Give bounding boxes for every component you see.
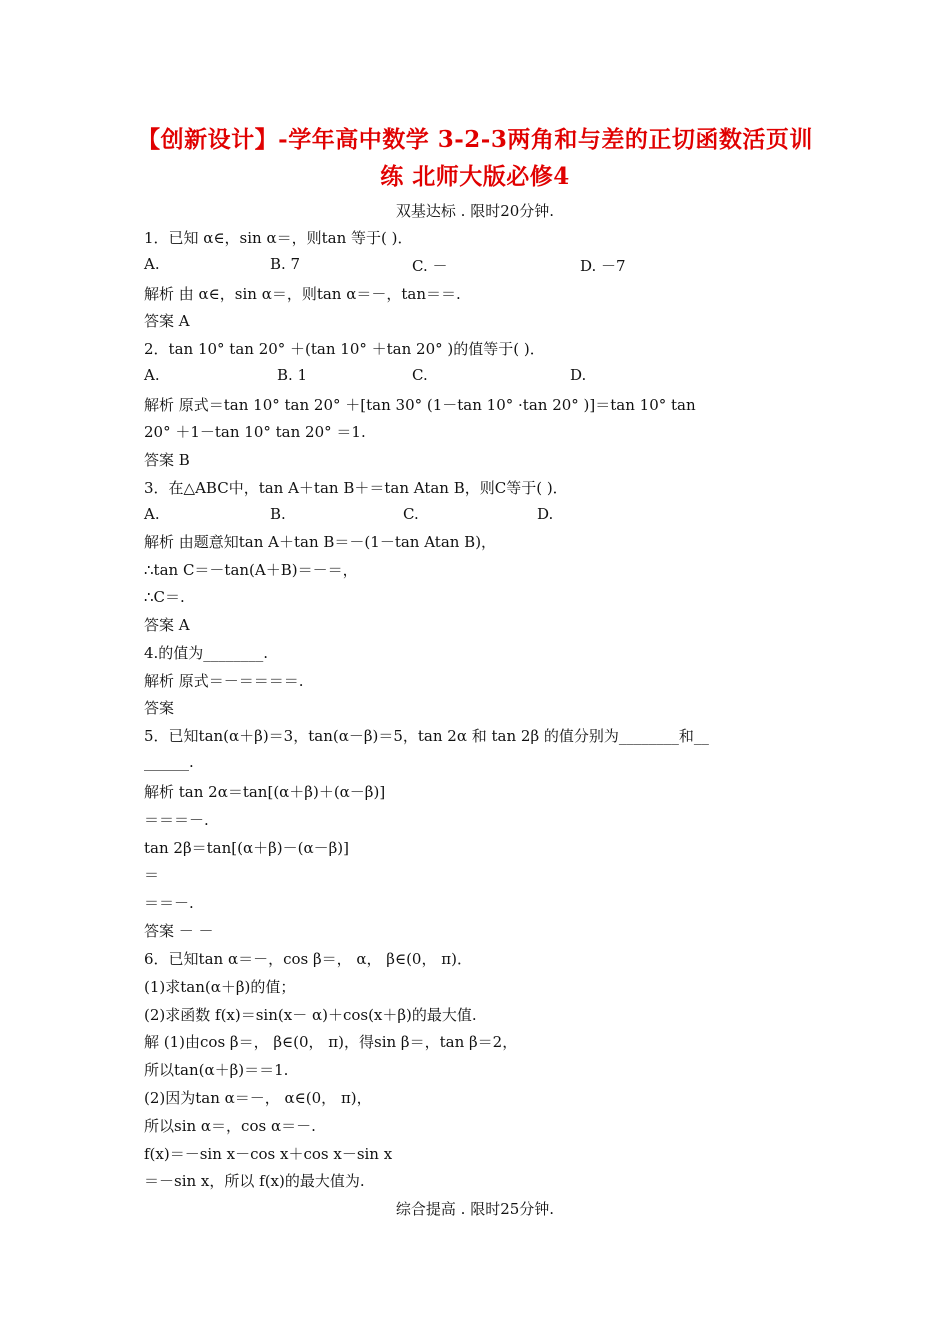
q6-solution-line-2: 所以tan(α＋β)＝＝1. [144,1061,289,1079]
q5-analysis-line-2: ＝＝＝－. [144,811,209,829]
q6-part-1: (1)求tan(α＋β)的值； [144,978,296,996]
q2-option-a: A. [144,366,160,384]
q1-analysis: 解析 由 α∈，sin α＝，则tan α＝－，tan＝＝. [144,285,461,303]
q3-answer: 答案 A [144,616,190,634]
q5-stem-line-1: 5．已知tan(α＋β)＝3，tan(α－β)＝5，tan 2α 和 tan 2β 的值分别为________和__ [144,727,709,745]
q5-stem-line-2: ______. [144,753,194,771]
q2-analysis-line-1: 解析 原式＝tan 10° tan 20° ＋[tan 30° (1－tan 10° ·tan 20° )]＝tan 10° tan [144,396,696,414]
q1-option-c: C. － [412,257,448,275]
q6-stem: 6．已知tan α＝－，cos β＝， α， β∈(0， π)． [144,950,472,968]
section-heading-advanced: 综合提高 . 限时25分钟. [395,1200,555,1218]
q3-analysis-line-1: 解析 由题意知tan A＋tan B＝－(1－tan Atan B)， [144,533,497,551]
q2-option-d: D. [570,366,587,384]
q5-analysis-line-5: ＝＝－. [144,894,194,912]
q3-option-c: C. [403,505,419,523]
q1-stem: 1．已知 α∈，sin α＝，则tan 等于( )． [144,229,413,247]
q3-option-b: B. [270,505,286,523]
q6-solution-line-5: f(x)＝－sin x－cos x＋cos x－sin x [144,1145,393,1163]
q3-option-a: A. [144,505,160,523]
q3-stem: 3．在△ABC中，tan A＋tan B＋＝tan Atan B，则C等于( )． [144,479,568,497]
q5-analysis-line-4: ＝ [144,866,160,884]
q5-answer: 答案 － － [144,922,214,940]
q4-answer: 答案 [144,699,175,717]
q2-option-b: B. 1 [277,366,308,384]
document-title-line-2: 练 北师大版必修4 [380,163,570,190]
q6-solution-line-3: (2)因为tan α＝－， α∈(0， π)， [144,1089,372,1107]
q6-solution-line-6: ＝－sin x，所以 f(x)的最大值为. [144,1172,365,1190]
q1-option-a: A. [144,255,160,273]
q2-analysis-line-2: 20° ＋1－tan 10° tan 20° ＝1. [144,423,366,441]
q3-analysis-line-2: ∴tan C＝－tan(A＋B)＝－＝， [144,561,358,579]
document-title-line-1: 【创新设计】-学年高中数学 3-2-3两角和与差的正切函数活页训 [137,126,813,153]
section-heading-basic: 双基达标 . 限时20分钟. [395,202,555,220]
q4-analysis: 解析 原式＝－＝＝＝＝. [144,672,304,690]
q3-analysis-line-3: ∴C＝. [144,588,185,606]
q2-option-c: C. [412,366,428,384]
q1-option-d: D. －7 [580,257,626,275]
q5-analysis-line-3: tan 2β＝tan[(α＋β)－(α－β)] [144,839,349,857]
q2-stem: 2．tan 10° tan 20° ＋(tan 10° ＋tan 20° )的值等于( )． [144,340,545,358]
q2-answer: 答案 B [144,451,190,469]
q3-option-d: D. [537,505,554,523]
q1-option-b: B. 7 [270,255,301,273]
q6-solution-line-1: 解 (1)由cos β＝， β∈(0， π)，得sin β＝，tan β＝2， [144,1033,518,1051]
q4-stem: 4.的值为________. [144,644,269,662]
q5-analysis-line-1: 解析 tan 2α＝tan[(α＋β)＋(α－β)] [144,783,386,801]
q6-solution-line-4: 所以sin α＝，cos α＝－. [144,1117,316,1135]
q6-part-2: (2)求函数 f(x)＝sin(x－ α)＋cos(x＋β)的最大值. [144,1006,477,1024]
q1-answer: 答案 A [144,312,190,330]
